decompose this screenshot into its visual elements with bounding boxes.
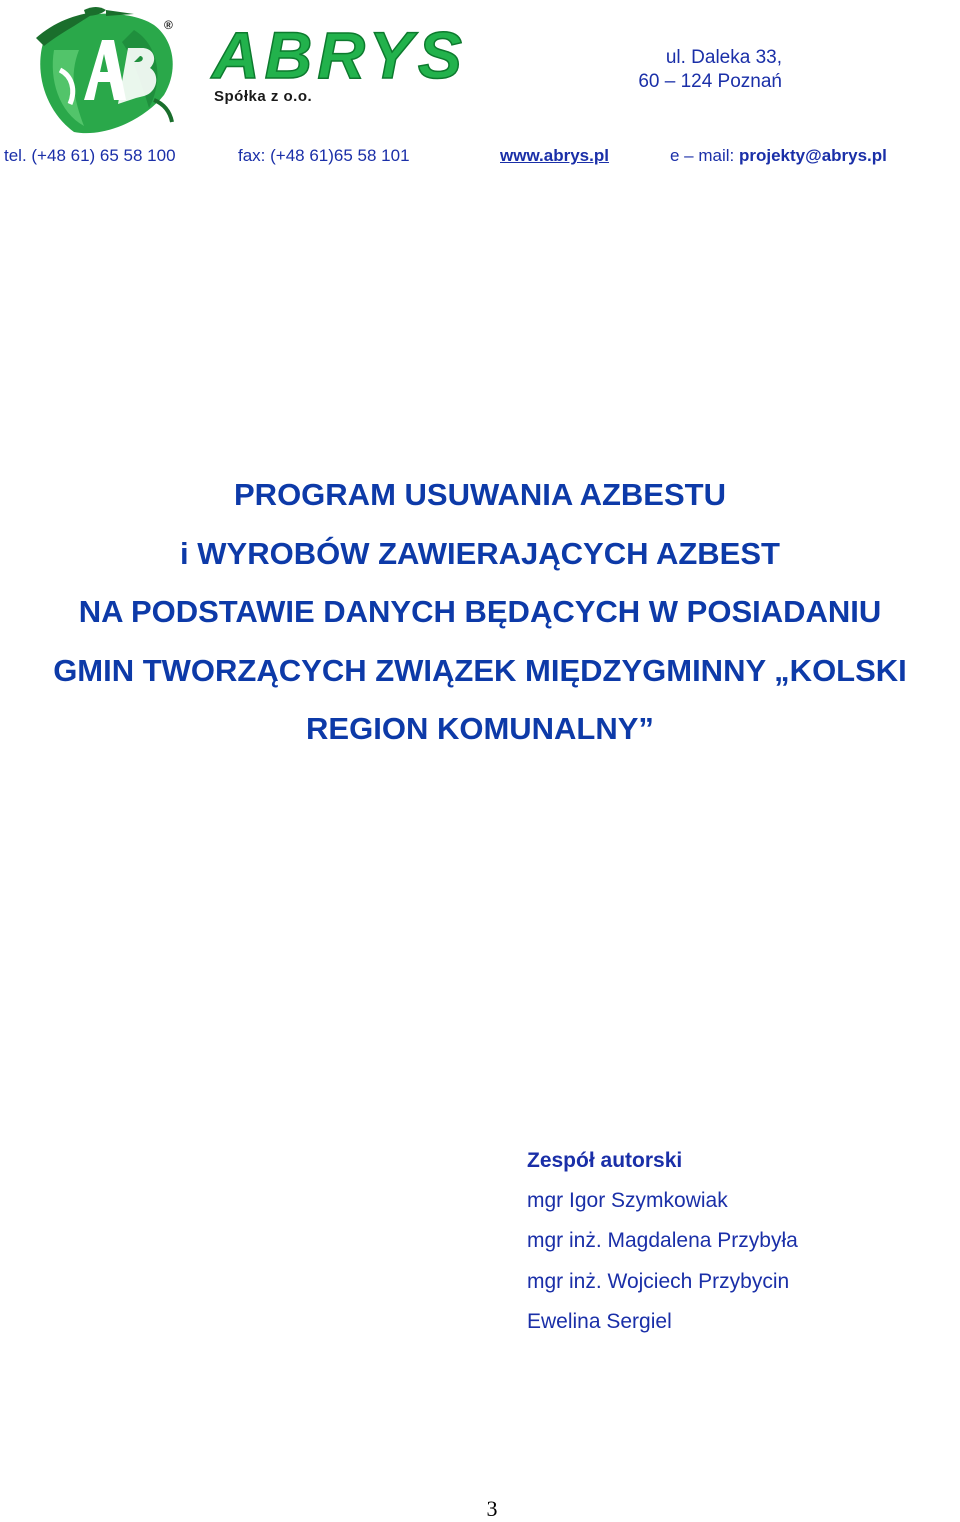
authors-heading: Zespół autorski: [527, 1149, 683, 1172]
title-line-1: PROGRAM USUWANIA AZBESTU: [234, 477, 726, 512]
registered-mark: ®: [164, 18, 173, 32]
title-line-5: REGION KOMUNALNY”: [306, 711, 654, 746]
document-title: [0, 466, 960, 759]
authors-section: [527, 1141, 798, 1342]
address-city: 60 – 124 Poznań: [638, 71, 782, 92]
title-line-3: NA PODSTAWIE DANYCH BĘDĄCYCH W POSIADANIU: [78, 594, 882, 629]
contact-line: [0, 146, 960, 170]
brand-name: ABRYS: [212, 18, 467, 92]
contact-email: [670, 146, 887, 166]
contact-phone: tel. (+48 61) 65 58 100: [4, 146, 176, 165]
author-name: Ewelina Sergiel: [527, 1309, 672, 1333]
address-street: ul. Daleka 33,: [665, 47, 782, 68]
website-link[interactable]: www.abrys.pl: [500, 146, 609, 165]
author-name: mgr Igor Szymkowiak: [527, 1189, 728, 1213]
title-line-2: i WYROBÓW ZAWIERAJĄCYCH AZBEST: [180, 535, 780, 571]
heron-logo-icon: [14, 0, 204, 140]
page-number: 3: [486, 1496, 498, 1521]
author-name: mgr inż. Wojciech Przybycin: [527, 1269, 790, 1293]
company-address: [638, 46, 782, 94]
author-name: mgr inż. Magdalena Przybyła: [527, 1229, 798, 1253]
brand-subtitle: Spółka z o.o.: [214, 88, 313, 105]
email-link[interactable]: projekty@abrys.pl: [738, 146, 887, 165]
company-logo: [14, 0, 474, 140]
title-line-4: GMIN TWORZĄCYCH ZWIĄZEK MIĘDZYGMINNY „KOLSKI: [53, 652, 907, 688]
contact-fax: fax: (+48 61)65 58 101: [238, 146, 410, 165]
email-label: e – mail:: [670, 146, 739, 165]
